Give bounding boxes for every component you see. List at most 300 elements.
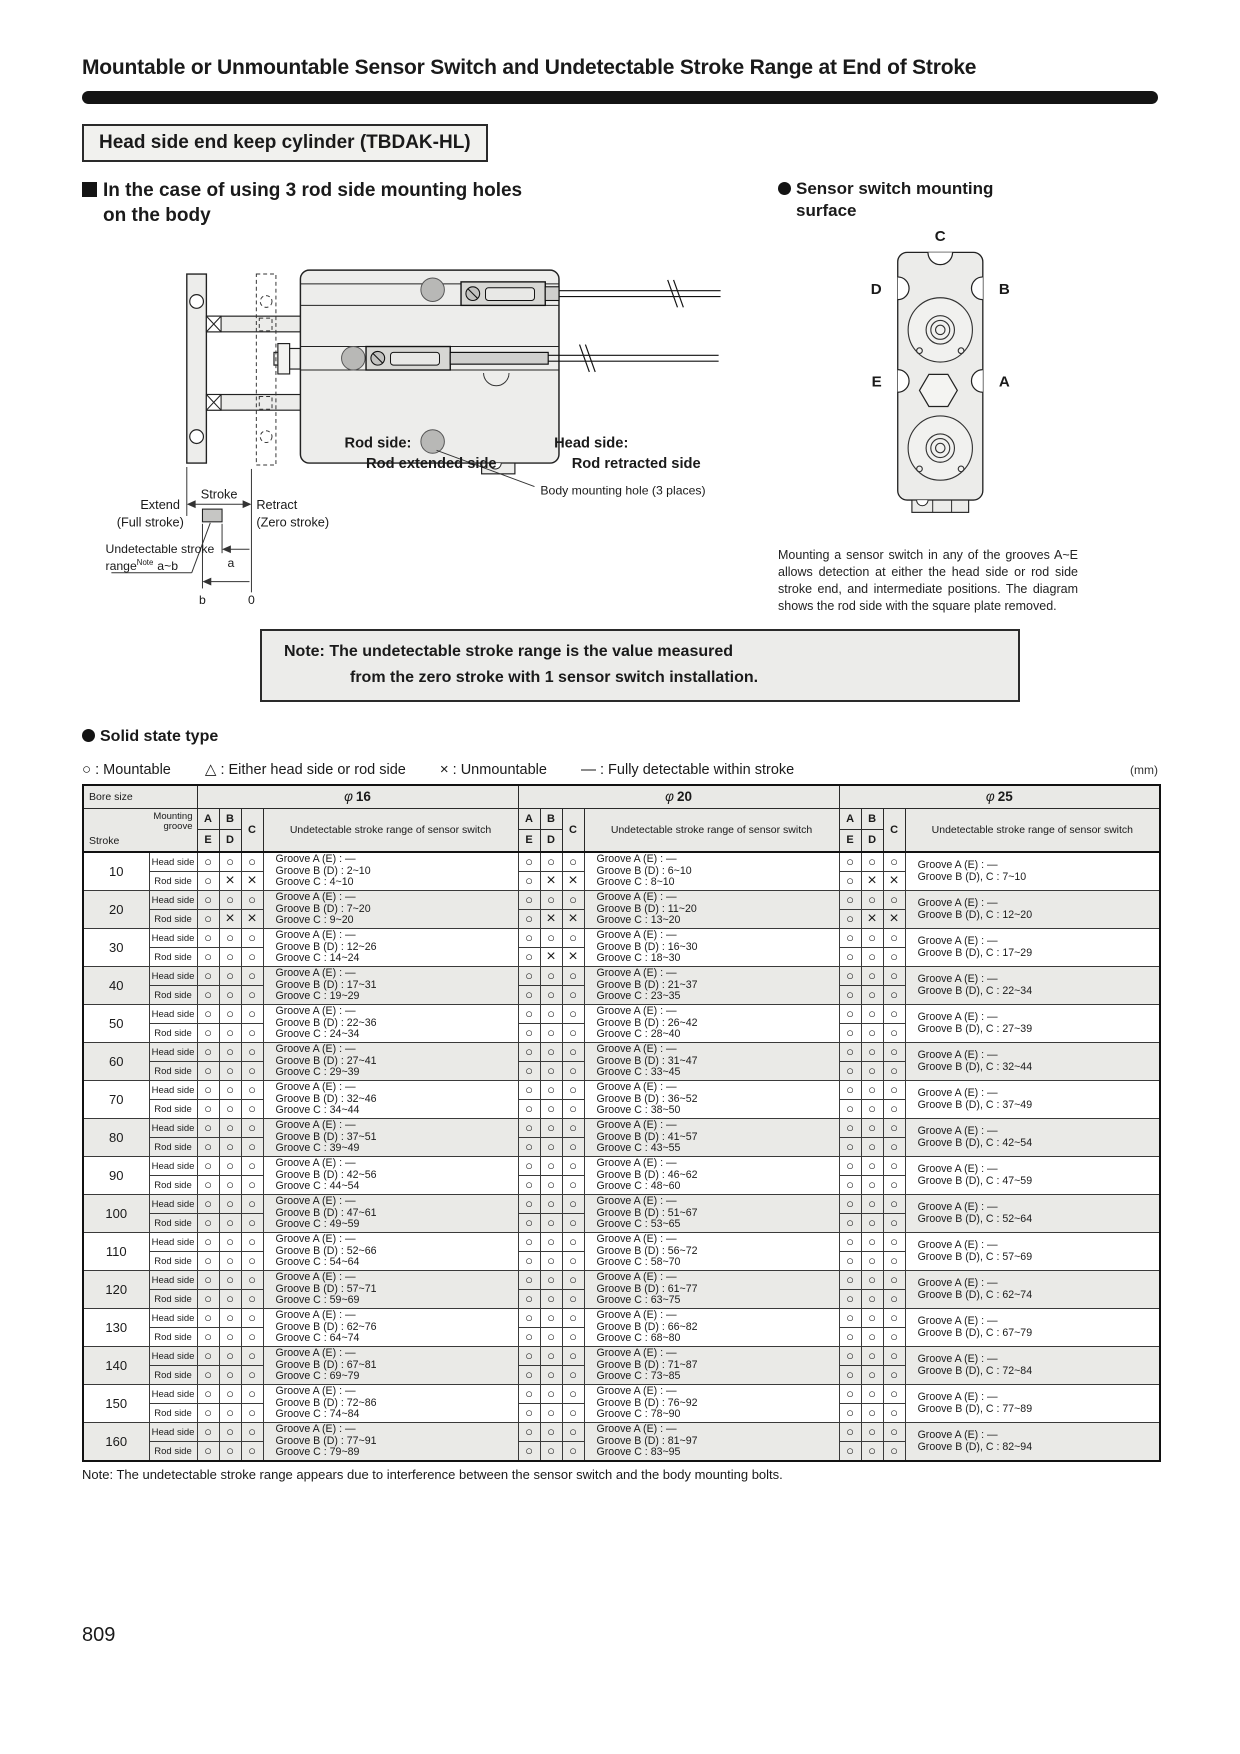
mountable-mark: ○ [204,1253,212,1268]
symbol-cell [219,967,241,986]
mountable-mark: ○ [248,1291,256,1306]
range-cell [584,929,839,967]
sensor-surface-heading-line2: surface [796,201,857,220]
solid-state-heading: Solid state type [82,728,1158,746]
mountable-mark: ○ [525,968,533,983]
mountable-mark: ○ [248,1405,256,1420]
mountable-mark: ○ [890,1196,898,1211]
mountable-mark: ○ [204,1272,212,1287]
range-line: Groove A (E) : — [596,1309,677,1322]
symbol-cell [219,1271,241,1290]
symbol-cell [839,1176,861,1195]
groove-col-c: C [241,808,263,852]
range-cell [584,891,839,929]
symbol-cell [219,872,241,891]
symbol-cell [197,1385,219,1404]
range-cell [584,1081,839,1119]
range-line: Groove A (E) : — [275,1157,356,1170]
mountable-mark: ○ [868,1424,876,1439]
stroke-value: 10 [83,852,149,891]
mountable-mark: ○ [547,892,555,907]
mountable-mark: ○ [569,1386,577,1401]
head-side-label: Head side [149,1271,197,1290]
symbol-cell [883,891,905,910]
symbol-cell [197,1252,219,1271]
groove-col-a: A [840,809,861,830]
mountable-mark: ○ [204,854,212,869]
mountable-mark: ○ [525,1044,533,1059]
range-line: Groove B (D), C : 27~39 [917,1022,1033,1035]
mountable-mark: ○ [204,1006,212,1021]
symbol-cell [197,929,219,948]
range-line: Groove A (E) : — [275,1347,356,1360]
range-line: Groove B (D), C : 17~29 [917,946,1033,959]
range-cell [905,1347,1160,1385]
range-cell [584,1233,839,1271]
symbol-cell [518,1176,540,1195]
symbol-cell [883,1138,905,1157]
groove-description: Mounting a sensor switch in any of the grooves A~E allows detection at either the head side or rod side stroke end, and intermediate positions. The diagram shows the rod side with the square plate removed. [778,548,1078,613]
mountable-mark: ○ [204,1139,212,1154]
mountable-mark: ○ [226,1443,234,1458]
label-retract-sub: (Zero stroke) [256,514,330,530]
range-line: Groove B (D) : 71~87 [596,1358,698,1371]
groove-a-notch [971,370,994,393]
head-side-label: Head side [149,1195,197,1214]
range-line: Groove A (E) : — [917,1238,998,1251]
mountable-mark: ○ [547,1196,555,1211]
range-line: Groove A (E) : — [596,1005,677,1018]
symbol-cell [219,891,241,910]
range-cell [584,852,839,891]
mountable-mark: ○ [547,1025,555,1040]
rod-side-label: Rod side [149,1252,197,1271]
range-line: Groove A (E) : — [596,1157,677,1170]
stroke-row-head-side [83,1385,1160,1404]
symbol-cell [197,1328,219,1347]
symbol-cell [883,1233,905,1252]
mountable-mark: ○ [525,1310,533,1325]
mountable-mark: ○ [226,1215,234,1230]
groove-col-bd [540,808,562,852]
bore-label-25 [839,785,1160,808]
mountable-mark: ○ [547,1044,555,1059]
unmountable-mark: × [867,872,877,889]
mountable-mark: ○ [525,1158,533,1173]
range-line: Groove C : 48~60 [596,1180,681,1193]
range-line: Groove C : 19~29 [275,990,360,1003]
bore-label-20 [518,785,839,808]
stroke-row-head-side [83,1423,1160,1442]
range-line: Groove C : 54~64 [275,1256,360,1269]
mountable-mark: ○ [890,1348,898,1363]
symbol-cell [839,1423,861,1442]
mountable-mark: ○ [569,892,577,907]
range-line: Groove C : 28~40 [596,1028,681,1041]
mountable-mark: ○ [226,1044,234,1059]
mountable-mark: ○ [248,949,256,964]
symbol-cell [197,1005,219,1024]
symbol-cell [518,1271,540,1290]
unmountable-mark: × [546,872,556,889]
symbol-cell [241,1252,263,1271]
range-line: Groove B (D) : 26~42 [596,1016,698,1029]
mountable-mark: ○ [890,1215,898,1230]
mountable-mark: ○ [226,1025,234,1040]
symbol-cell [883,1062,905,1081]
symbol-cell [241,1385,263,1404]
mountable-mark: ○ [846,1386,854,1401]
range-line: Groove B (D) : 57~71 [275,1282,377,1295]
rod-side-label: Rod side [149,1290,197,1309]
mountable-mark: ○ [846,1044,854,1059]
mountable-mark: ○ [547,968,555,983]
symbol-cell [197,1100,219,1119]
diagram-section [82,178,1158,615]
range-line: Groove A (E) : — [596,1043,677,1056]
range-line: Groove B (D) : 17~31 [275,978,377,991]
range-cell [905,1195,1160,1233]
symbol-cell [197,967,219,986]
mounting-hole-bottom [421,430,445,454]
symbol-cell [562,891,584,910]
symbol-cell [839,929,861,948]
range-cell [584,1005,839,1043]
symbol-cell [562,1309,584,1328]
mountable-mark: ○ [890,1424,898,1439]
stroke-row-head-side [83,1347,1160,1366]
symbol-cell [562,1195,584,1214]
symbol-cell [839,1309,861,1328]
section-square-icon [82,182,97,197]
mountable-mark: ○ [248,968,256,983]
range-cell [263,1043,518,1081]
mountable-mark: ○ [846,930,854,945]
range-line: Groove C : 18~30 [596,952,681,965]
range-line: Groove A (E) : — [275,929,356,942]
range-line: Groove B (D) : 62~76 [275,1320,377,1333]
symbol-cell [540,910,562,929]
symbol-cell [241,1347,263,1366]
mountable-mark: ○ [248,1006,256,1021]
symbol-cell [839,1043,861,1062]
mountable-mark: ○ [569,1367,577,1382]
range-line: Groove A (E) : — [917,1276,998,1289]
mountable-mark: ○ [525,1177,533,1192]
symbol-cell [839,1290,861,1309]
symbol-cell [540,1043,562,1062]
symbol-cell [241,1366,263,1385]
range-line: Groove B (D) : 41~57 [596,1130,698,1143]
symbol-cell [518,1043,540,1062]
range-line: Groove A (E) : — [917,1428,998,1441]
range-line: Groove C : 83~95 [596,1446,681,1459]
symbol-cell [562,1423,584,1442]
symbol-cell [861,1366,883,1385]
symbol-cell [219,1005,241,1024]
mountable-mark: ○ [248,1348,256,1363]
mountable-mark: ○ [569,1063,577,1078]
mountable-mark: ○ [846,892,854,907]
symbol-cell [197,1119,219,1138]
mountable-mark: ○ [890,1367,898,1382]
stroke-value: 20 [83,891,149,929]
symbol-cell [883,986,905,1005]
range-cell [584,1043,839,1081]
stroke-row-head-side [83,1195,1160,1214]
label-head-side: Head side: [554,435,629,452]
mountable-mark: ○ [226,987,234,1002]
page-title: Mountable or Unmountable Sensor Switch and Undetectable Stroke Range at End of Stroke [82,56,977,79]
mountable-mark: ○ [569,1044,577,1059]
stroke-table [82,784,1161,1462]
rod-side-label: Rod side [149,1442,197,1462]
range-line: Groove B (D) : 61~77 [596,1282,698,1295]
mountable-mark: ○ [868,949,876,964]
unmountable-mark: × [247,910,257,927]
symbol-cell [883,1347,905,1366]
symbol-cell [839,910,861,929]
symbol-cell [861,1005,883,1024]
range-cell [263,1195,518,1233]
mountable-mark: ○ [525,1215,533,1230]
symbol-cell [219,1366,241,1385]
symbol-cell [540,1119,562,1138]
range-line: Groove B (D) : 66~82 [596,1320,698,1333]
range-cell [905,1005,1160,1043]
mountable-mark: ○ [525,930,533,945]
symbol-cell [241,967,263,986]
range-line: Groove A (E) : — [596,1423,677,1436]
range-cell [584,1195,839,1233]
range-line: Groove C : 49~59 [275,1218,360,1231]
unit-label: (mm) [1130,763,1158,777]
mountable-mark: ○ [846,1120,854,1135]
mountable-mark: ○ [868,1329,876,1344]
stroke-table-body [83,852,1160,1461]
mountable-mark: ○ [204,949,212,964]
symbol-cell [518,872,540,891]
mountable-mark: ○ [248,930,256,945]
mountable-mark: ○ [890,1386,898,1401]
symbol-cell [861,1138,883,1157]
range-cell [905,1119,1160,1157]
symbol-cell [219,1043,241,1062]
range-cell [263,1271,518,1309]
symbol-cell [861,1252,883,1271]
mountable-mark: ○ [547,1177,555,1192]
symbol-cell [839,1214,861,1233]
symbol-cell [839,967,861,986]
mountable-mark: ○ [547,1386,555,1401]
mountable-mark: ○ [204,1044,212,1059]
mountable-mark: ○ [226,1101,234,1116]
groove-col-a: A [519,809,540,830]
symbol-cell [241,986,263,1005]
symbol-cell [540,1138,562,1157]
range-line: Groove C : 34~44 [275,1104,360,1117]
symbol-cell [241,1271,263,1290]
mountable-mark: ○ [204,968,212,983]
symbol-cell [518,1214,540,1233]
symbol-cell [219,1195,241,1214]
symbol-cell [197,852,219,872]
mountable-mark: ○ [846,1139,854,1154]
symbol-cell [197,1366,219,1385]
groove-label-a: A [998,373,1010,391]
groove-d-notch [886,277,909,300]
mountable-mark: ○ [868,1405,876,1420]
bore-label-16 [197,785,518,808]
mountable-mark: ○ [547,1101,555,1116]
rod-mount-heading-line2: on the body [103,205,211,226]
mountable-mark: ○ [846,949,854,964]
range-line: Groove B (D) : 77~91 [275,1434,377,1447]
mountable-mark: ○ [569,1291,577,1306]
symbol-cell [883,1119,905,1138]
mountable-mark: ○ [846,1253,854,1268]
groove-col-c: C [562,808,584,852]
symbol-cell [540,1214,562,1233]
range-line: Groove B (D) : 51~67 [596,1206,698,1219]
symbol-cell [518,1062,540,1081]
mountable-mark: ○ [525,1272,533,1287]
range-cell [584,1119,839,1157]
symbol-cell [861,1157,883,1176]
mountable-mark: ○ [525,1063,533,1078]
symbol-cell [839,852,861,872]
mountable-mark: ○ [226,1310,234,1325]
rod-side-label: Rod side [149,1024,197,1043]
range-line: Groove B (D) : 21~37 [596,978,698,991]
mounting-hole-middle [342,347,366,371]
mounting-hole-top [421,278,445,302]
range-line: Groove C : 59~69 [275,1294,360,1307]
symbol-cell [839,1328,861,1347]
range-line: Groove C : 53~65 [596,1218,681,1231]
mountable-mark: ○ [868,1386,876,1401]
symbol-cell [540,1157,562,1176]
symbol-cell [518,1081,540,1100]
symbol-cell [518,967,540,986]
symbol-cell [219,1119,241,1138]
symbol-cell [861,1385,883,1404]
symbol-cell [883,1214,905,1233]
stroke-value: 120 [83,1271,149,1309]
symbol-cell [861,1347,883,1366]
symbol-cell [518,929,540,948]
unmountable-mark: × [225,910,235,927]
range-line: Groove A (E) : — [596,929,677,942]
range-cell [905,1081,1160,1119]
symbol-cell [197,1024,219,1043]
mountable-mark: ○ [248,1272,256,1287]
rod-side-label: Rod side [149,1328,197,1347]
mountable-mark: ○ [569,1120,577,1135]
stroke-row-head-side [83,1005,1160,1024]
symbol-cell [518,1195,540,1214]
groove-col-d: D [868,833,877,846]
mountable-mark: ○ [846,1101,854,1116]
mountable-mark: ○ [525,949,533,964]
symbol-cell [562,1005,584,1024]
mountable-mark: ○ [547,1329,555,1344]
range-line: Groove B (D) : 16~30 [596,940,698,953]
symbol-cell [241,1062,263,1081]
mountable-mark: ○ [846,987,854,1002]
stroke-row-head-side [83,1119,1160,1138]
mountable-mark: ○ [248,1443,256,1458]
symbol-cell [540,1423,562,1442]
unmountable-mark: × [225,872,235,889]
range-line: Groove A (E) : — [917,896,998,909]
symbol-cell [518,1347,540,1366]
mountable-mark: ○ [868,1006,876,1021]
mountable-mark: ○ [868,1177,876,1192]
stroke-value: 60 [83,1043,149,1081]
label-retract: Retract [256,497,298,513]
legend-mountable: ○ : Mountable [82,761,171,778]
unmountable-mark: × [546,948,556,965]
mountable-mark: ○ [890,1101,898,1116]
mountable-mark: ○ [547,1405,555,1420]
mountable-mark: ○ [248,1025,256,1040]
mountable-mark: ○ [226,1120,234,1135]
head-side-label: Head side [149,1119,197,1138]
mountable-mark: ○ [204,1310,212,1325]
range-cell [584,1347,839,1385]
symbol-cell [562,929,584,948]
mountable-mark: ○ [525,1405,533,1420]
mountable-mark: ○ [226,1139,234,1154]
mountable-mark: ○ [204,1120,212,1135]
symbol-cell [219,1328,241,1347]
symbol-cell [197,1309,219,1328]
mountable-mark: ○ [890,1139,898,1154]
mountable-mark: ○ [846,1234,854,1249]
symbol-cell [562,1328,584,1347]
symbol-cell [883,1385,905,1404]
mountable-mark: ○ [226,1386,234,1401]
mountable-mark: ○ [226,930,234,945]
symbol-cell [518,1309,540,1328]
range-cell [905,891,1160,929]
symbol-cell [861,1043,883,1062]
range-cell [584,967,839,1005]
symbol-cell [219,1290,241,1309]
mountable-mark: ○ [569,854,577,869]
mountable-mark: ○ [226,1006,234,1021]
mountable-mark: ○ [569,968,577,983]
range-line: Groove A (E) : — [596,1233,677,1246]
mountable-mark: ○ [248,1120,256,1135]
head-side-label: Head side [149,852,197,872]
range-line: Groove A (E) : — [596,1271,677,1284]
mountable-mark: ○ [868,987,876,1002]
range-cell [905,1043,1160,1081]
phi-symbol: φ [665,789,674,805]
mountable-mark: ○ [226,1063,234,1078]
symbol-cell [839,1081,861,1100]
symbol-cell [562,852,584,872]
symbol-cell [219,1347,241,1366]
range-cell [905,1423,1160,1462]
mountable-mark: ○ [204,1082,212,1097]
mountable-mark: ○ [248,892,256,907]
symbol-cell [241,1423,263,1442]
symbol-cell [839,891,861,910]
symbol-cell [861,929,883,948]
